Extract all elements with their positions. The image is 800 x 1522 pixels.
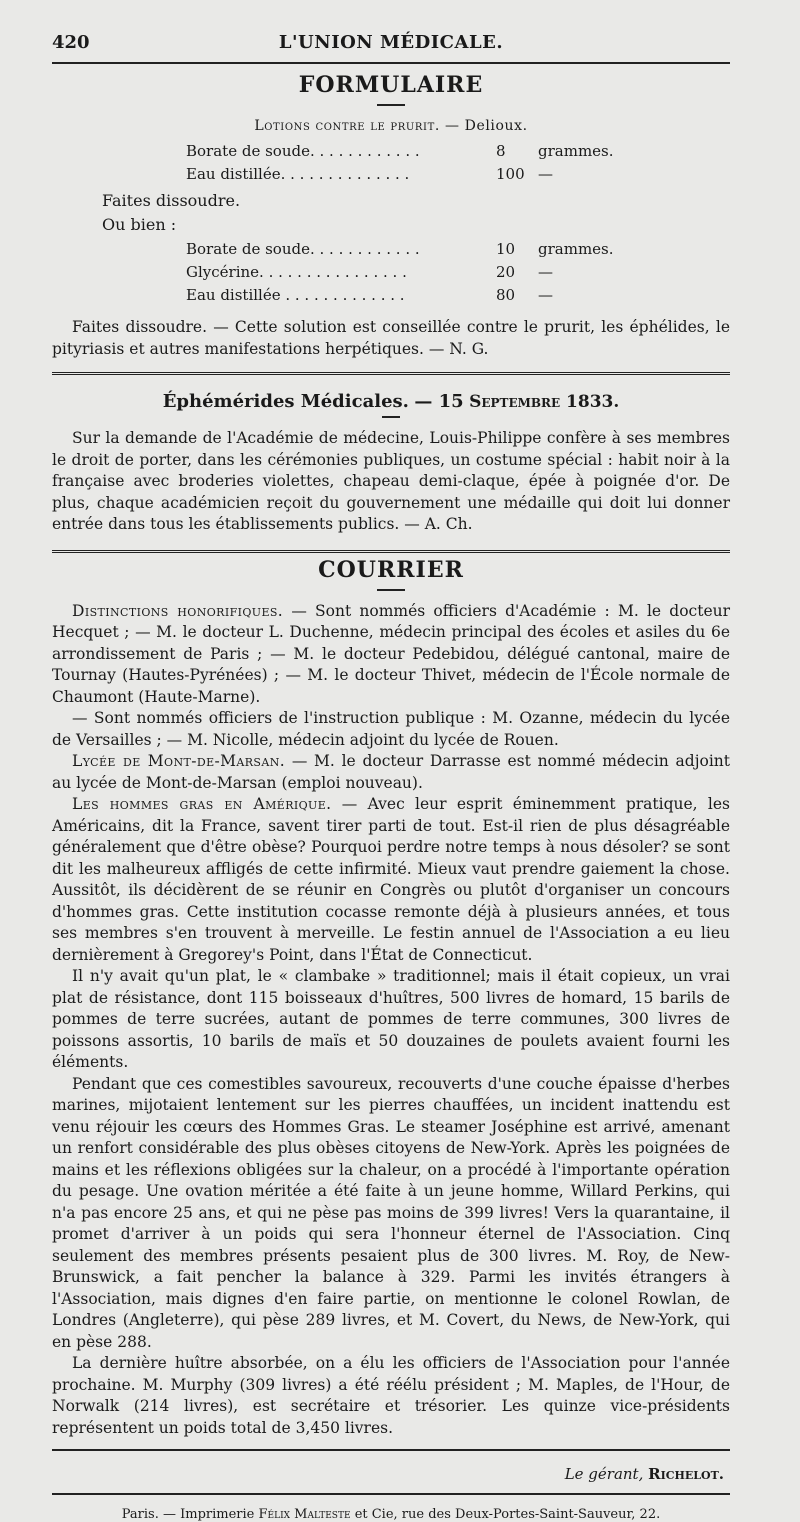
courrier-section	[52, 557, 730, 1440]
ingredient-row	[186, 142, 614, 165]
courrier-paragraph	[52, 751, 730, 794]
ingredient-qty: 20	[496, 263, 516, 281]
ingredient-name: Eau distillée . . . . . . . . . . . . .	[186, 286, 405, 304]
courrier-paragraph: Il n'y avait qu'un plat, le « clambake » traditionnel; mais il était copieux, un vrai plat de résistance, dont 115 boisseaux d'huîtres, 500 livres de homard, 15 barils de pommes de terre sucrées, autant de pommes de terre communes, 300 livres de poissons assortis, 10 barils de maïs et 50 douzaines de poulets avaient fourni les éléments.	[52, 967, 730, 1071]
ingredient-unit: —	[538, 263, 553, 281]
paragraph-lead: Les hommes gras en Amérique.	[72, 795, 332, 813]
paragraph-lead: Distinctions honorifiques.	[72, 601, 284, 620]
paragraph-text: — Avec leur esprit éminemment pratique, les Américains, dit la France, savent tirer parti de tout. Est-il rien de plus désagréable généralement que d'être obèse? Pourquoi perdre notre temps à nous désoler? se sont dit les malheureux affligés de cette infirmité. Mieux vaut prendre gaiement la chose. Aussitôt, ils décidèrent de se réunir en Congrès ou plutôt d'organiser un concours d'hommes gras. Cette institution cocasse remonte déjà à plusieurs années, et tous ses membres s'en trouvent à merveille. Le festin annuel de l'Association a eu lieu dernièrement à Gregorey's Point, dans l'État de Connecticut.	[52, 795, 730, 964]
imprint-line	[52, 1507, 730, 1522]
recipe-2-table	[186, 240, 614, 309]
courrier-title: COURRIER	[318, 556, 464, 583]
recipe-alternative: Ou bien :	[102, 215, 177, 234]
courrier-paragraph: — Sont nommés officiers de l'instruction publique : M. Ozanne, médecin du lycée de Versailles ; — M. Nicolle, médecin adjoint du lycée de Rouen.	[52, 709, 730, 749]
recipe-name: Lotions contre le prurit.	[254, 118, 440, 134]
formulaire-title: FORMULAIRE	[298, 72, 484, 98]
ingredient-qty: 80	[496, 286, 516, 304]
footer-rule	[52, 1493, 730, 1495]
ingredient-row	[186, 263, 614, 286]
imprint-prefix: Paris. — Imprimerie	[121, 1507, 255, 1522]
ingredient-unit: grammes.	[538, 142, 614, 160]
signature-label: Le gérant,	[564, 1465, 644, 1483]
title-dash	[377, 589, 405, 591]
ingredient-name: Glycérine. . . . . . . . . . . . . . . .	[186, 263, 407, 281]
ingredient-unit: —	[538, 165, 553, 183]
closing-rule	[52, 1449, 730, 1451]
recipe-author: — Delioux.	[444, 118, 528, 134]
ingredient-name: Eau distillée. . . . . . . . . . . . . .	[186, 165, 410, 183]
recipe-1-table	[186, 142, 614, 188]
courrier-paragraph: La dernière huître absorbée, on a élu les officiers de l'Association pour l'année prochaine. M. Murphy (309 livres) a été réélu président ; M. Maples, de l'Hour, de Norwalk (214 livres), est secrétaire et trésorier. Les quinze vice-présidents représentent un poids total de 3,450 livres.	[52, 1354, 730, 1437]
ingredient-row	[186, 286, 614, 309]
formulaire-section	[52, 72, 730, 360]
ephemerides-heading	[52, 391, 730, 412]
recipe-title	[52, 118, 730, 134]
imprint-suffix: et Cie, rue des Deux-Portes-Saint-Sauveur, 22.	[354, 1507, 661, 1522]
title-dash	[382, 416, 400, 418]
journal-title: L'UNION MÉDICALE.	[278, 32, 504, 53]
ephemerides-date: Septembre 1833.	[469, 392, 620, 412]
paragraph-text: — M. le docteur Darrasse est nommé médecin adjoint au lycée de Mont-de-Marsan (emploi nouveau).	[52, 752, 730, 792]
recipe-step-1: Faites dissoudre.	[102, 191, 241, 210]
ephemerides-section	[52, 391, 730, 536]
courrier-paragraph: Pendant que ces comestibles savoureux, recouverts d'une couche épaisse d'herbes marines, mijotaient lentement sur les pierres chauffées, un incident inattendu est venu réjouir les cœurs des Hommes Gras. Le steamer Joséphine est arrivé, amenant un renfort considérable des plus obèses citoyens de New-York. Après les poignées de mains et les réflexions obligées sur la chaleur, on a procédé à l'importante opération du pesage. Une ovation méritée a été faite à un jeune homme, Willard Perkins, qui n'a pas encore 25 ans, et qui ne pèse pas moins de 399 livres! Vers la quarantaine, il promet d'arriver à un poids qui sera l'honneur éternel de l'Association. Cinq seulement des membres présents pesaient plus de 300 livres. M. Roy, de New-Brunswick, a fait pencher la balance à 329. Parmi les invités étrangers à l'Association, mais dignes d'en faire partie, on mentionne le colonel Rowlan, de Londres (Angleterre), qui pèse 289 livres, et M. Covert, du News, de New-York, qui en pèse 288.	[52, 1074, 730, 1351]
paragraph-text: — Sont nommés officiers d'Académie : M. le docteur Hecquet ; — M. le docteur L. Duchenne, médecin principal des écoles et asiles du 6e arrondissement de Paris ; — M. le docteur Pedebidou, délégué cantonal, maire de Tournay (Hautes-Pyrénées) ; — M. le docteur Thivet, médecin de l'École normale de Chaumont (Haute-Marne).	[52, 601, 731, 706]
ephemerides-title: Éphémérides Médicales.	[162, 391, 409, 412]
ingredient-qty: 100	[496, 165, 525, 183]
ephemerides-day: — 15	[414, 391, 464, 412]
header-rule	[52, 62, 730, 64]
ingredient-unit: —	[538, 286, 553, 304]
imprint-printer: Félix Malteste	[258, 1507, 351, 1522]
ingredient-row	[186, 240, 614, 263]
ingredient-qty: 10	[496, 240, 516, 258]
ingredient-name: Borate de soude. . . . . . . . . . . .	[186, 142, 420, 160]
ephemerides-text: Sur la demande de l'Académie de médecine, Louis-Philippe confère à ses membres le droit de porter, dans les cérémonies publiques, un costume spécial : habit noir à la française avec broderies violettes, chapeau demi-claque, épée à poignée d'or. De plus, chaque académicien reçoit du gouvernement une médaille qui doit lui donner entrée dans tous les établissements publics. — A. Ch.	[52, 429, 730, 533]
signature-name: Richelot.	[648, 1465, 724, 1483]
section-rule	[52, 550, 730, 553]
ingredient-unit: grammes.	[538, 240, 614, 258]
formulaire-closing: Faites dissoudre. — Cette solution est conseillée contre le prurit, les éphélides, le pityriasis et autres manifestations herpétiques. — N. G.	[52, 318, 730, 358]
section-rule	[52, 372, 730, 375]
ingredient-qty: 8	[496, 142, 506, 160]
title-dash	[377, 104, 405, 106]
courrier-paragraph	[52, 601, 730, 709]
signature	[52, 1465, 724, 1483]
ingredient-row	[186, 165, 614, 188]
running-header	[52, 14, 730, 53]
page-number: 420	[52, 32, 90, 53]
courrier-paragraph	[52, 794, 730, 966]
ingredient-name: Borate de soude. . . . . . . . . . . .	[186, 240, 420, 258]
paragraph-lead: Lycée de Mont-de-Marsan.	[72, 752, 286, 770]
